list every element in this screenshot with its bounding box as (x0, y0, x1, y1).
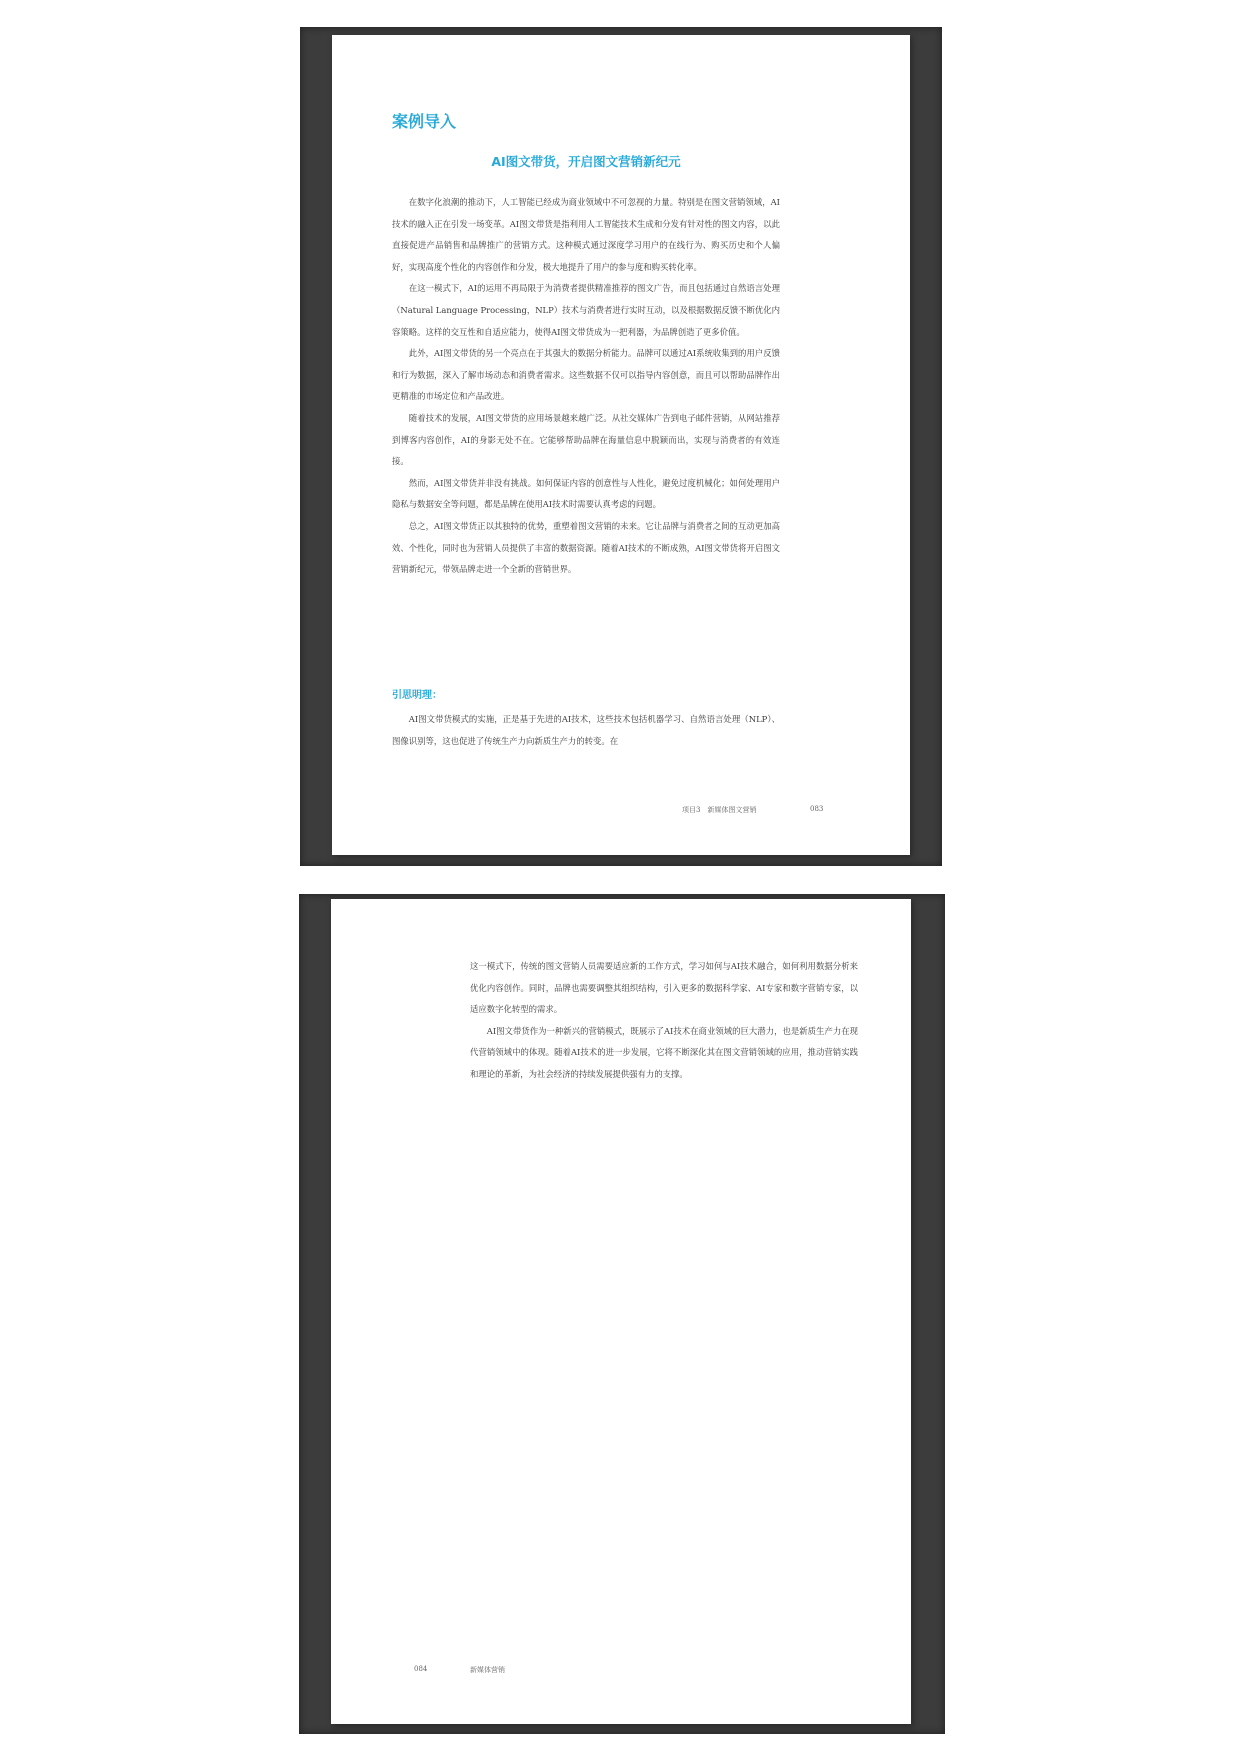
page-number: 084 (414, 1665, 428, 1673)
running-footer-label: 新媒体营销 (470, 1666, 505, 1674)
running-footer-label: 项目3 新媒体图文营销 (682, 806, 757, 814)
body-paragraph: 在这一模式下，AI的运用不再局限于为消费者提供精准推荐的图文广告，而且包括通过自然语言处理（Natural Language Processing，NLP）技术与消费者进行实时互动，以及根据数据反馈不断优化内容策略。这样的交互性和自适应能力，使得AI图文带货成为一把利器，为品牌创造了更多价值。 (392, 283, 780, 337)
body-paragraph: 然而，AI图文带货并非没有挑战。如何保证内容的创意性与人性化，避免过度机械化；如何处理用户隐私与数据安全等问题，都是品牌在使用AI技术时需要认真考虑的问题。 (392, 477, 780, 510)
body-paragraph: 总之，AI图文带货正以其独特的优势，重塑着图文营销的未来。它让品牌与消费者之间的互动更加高效、个性化，同时也为营销人员提供了丰富的数据资源。随着AI技术的不断成熟，AI图文带货将开启图文营销新纪元，带领品牌走进一个全新的营销世界。 (392, 520, 780, 575)
reason-body (392, 709, 780, 752)
page-084 (331, 899, 911, 1724)
article-title: AI图文带货，开启图文营销新纪元 (491, 154, 681, 169)
page-083 (332, 35, 910, 855)
body-paragraph: 在数字化浪潮的推动下，人工智能已经成为商业领域中不可忽视的力量。特别是在图文营销领域，AI技术的融入正在引发一场变革。AI图文带货是指利用人工智能技术生成和分发有针对性的图文内容，以此直接促进产品销售和品牌推广的营销方式。这种模式通过深度学习用户的在线行为、购买历史和个人偏好，实现高度个性化的内容创作和分发，极大地提升了用户的参与度和购买转化率。 (392, 197, 780, 272)
body-paragraph: 这一模式下，传统的图文营销人员需要适应新的工作方式，学习如何与AI技术融合，如何利用数据分析来优化内容创作。同时，品牌也需要调整其组织结构，引入更多的数据科学家、AI专家和数字营销专家，以适应数字化转型的需求。 (470, 961, 858, 1015)
body-paragraph: AI图文带货作为一种新兴的营销模式，既展示了AI技术在商业领域的巨大潜力，也是新质生产力在现代营销领域中的体现。随着AI技术的进一步发展，它将不断深化其在图文营销领域的应用，推动营销实践和理论的革新，为社会经济的持续发展提供强有力的支撑。 (470, 1025, 858, 1079)
article-body (392, 192, 780, 581)
page-number: 083 (810, 805, 824, 813)
article-body-continued (470, 956, 858, 1086)
body-paragraph: 随着技术的发展，AI图文带货的应用场景越来越广泛。从社交媒体广告到电子邮件营销，从网站推荐到博客内容创作，AI的身影无处不在。它能够帮助品牌在海量信息中脱颖而出，实现与消费者的有效连接。 (392, 412, 780, 467)
body-paragraph: AI图文带货模式的实施，正是基于先进的AI技术，这些技术包括机器学习、自然语言处理（NLP）、图像识别等，这也促进了传统生产力向新质生产力的转变。在 (392, 714, 780, 746)
body-paragraph: 此外，AI图文带货的另一个亮点在于其强大的数据分析能力。品牌可以通过AI系统收集到的用户反馈和行为数据，深入了解市场动态和消费者需求。这些数据不仅可以指导内容创意，而且可以帮助品牌作出更精准的市场定位和产品改进。 (392, 348, 780, 402)
reason-heading: 引思明理： (392, 690, 442, 701)
section-title: 案例导入 (392, 112, 457, 131)
